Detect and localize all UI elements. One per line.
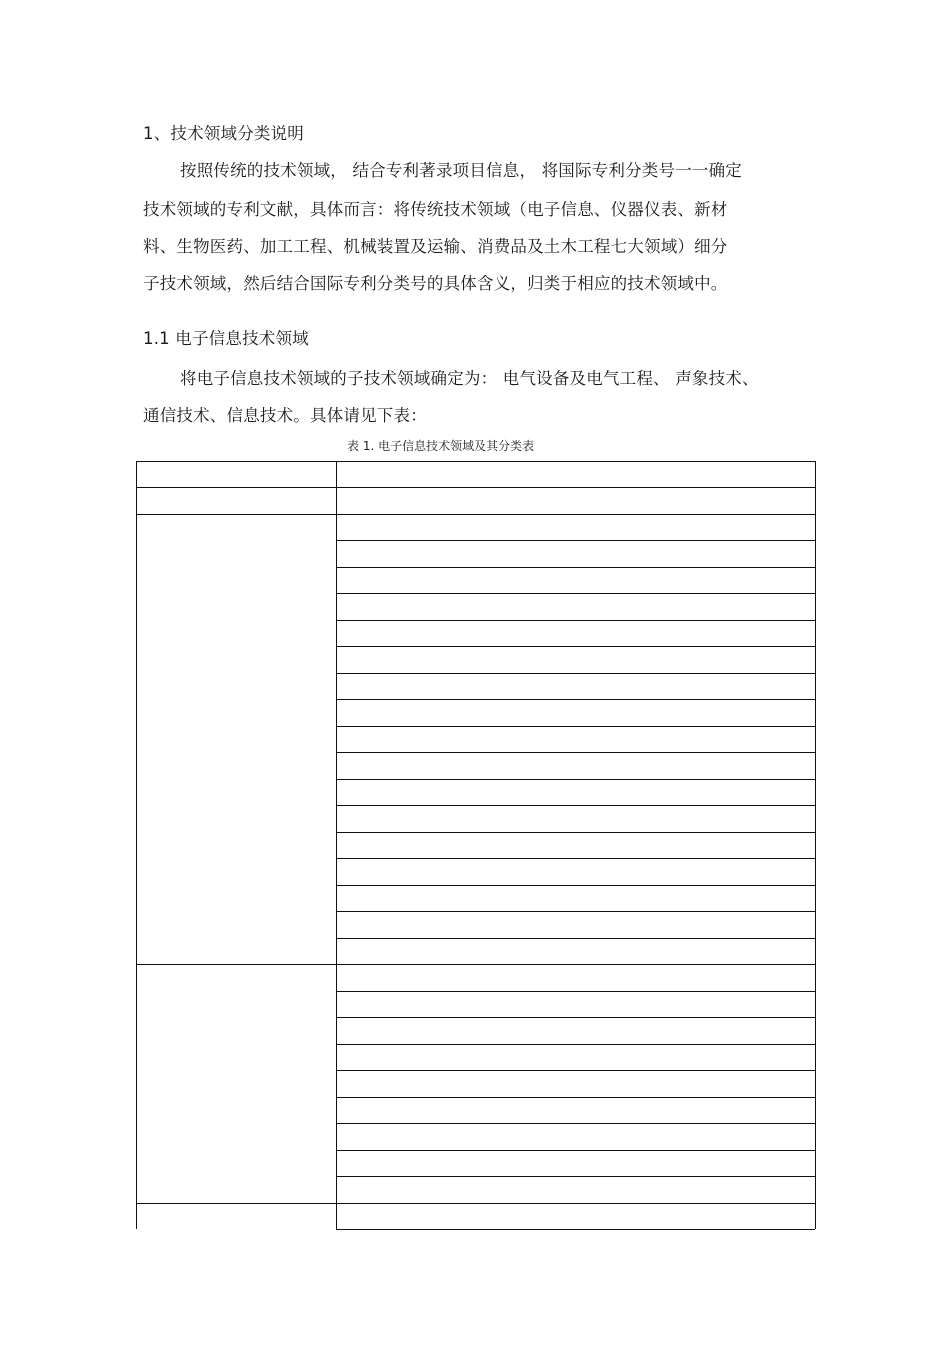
- table-row-line: [336, 673, 815, 674]
- table-row-line: [336, 779, 815, 780]
- table-row-line: [336, 1044, 815, 1045]
- paragraph-line: 按照传统的技术领域， 结合专利著录项目信息， 将国际专利分类号一一确定: [180, 161, 742, 180]
- paragraph-line: 料、生物医药、加工工程、机械装置及运输、消费品及土木工程七大领域）细分: [143, 237, 728, 256]
- table-row-line: [336, 567, 815, 568]
- paragraph-line: 子技术领域，然后结合国际专利分类号的具体含义，归类于相应的技术领域中。: [143, 274, 728, 293]
- table-row-line: [336, 752, 815, 753]
- table-row-line: [336, 1017, 815, 1018]
- table-caption: 表 1. 电子信息技术领域及其分类表: [347, 439, 535, 453]
- table-row-line: [336, 1097, 815, 1098]
- table-row-line: [336, 991, 815, 992]
- table-border-top: [136, 461, 815, 462]
- table-row-line: [336, 938, 815, 939]
- table-row-line: [336, 1123, 815, 1124]
- subsection-heading: 1.1 电子信息技术领域: [143, 329, 309, 348]
- paragraph-line: 技术领域的专利文献，具体而言：将传统技术领域（电子信息、仪器仪表、新材: [143, 200, 728, 219]
- table-row-line: [336, 1150, 815, 1151]
- table-row-line: [336, 1229, 815, 1230]
- table-row-line: [336, 540, 815, 541]
- table-row-line: [336, 1176, 815, 1177]
- table-row-line: [336, 1203, 815, 1204]
- table-row-line: [336, 885, 815, 886]
- table-row-line: [336, 699, 815, 700]
- table-row-line: [336, 911, 815, 912]
- table-row-line: [336, 858, 815, 859]
- table-column-divider: [336, 461, 337, 1229]
- table-row-line: [336, 646, 815, 647]
- table-row-line: [336, 1070, 815, 1071]
- table-row-line: [336, 487, 815, 488]
- table-row-line: [336, 514, 815, 515]
- paragraph-line: 将电子信息技术领域的子技术领域确定为： 电气设备及电气工程、 声象技术、: [180, 369, 759, 388]
- table-group-line: [136, 487, 336, 488]
- classification-table: [136, 461, 815, 1229]
- table-group-line: [136, 1203, 336, 1204]
- table-row-line: [336, 726, 815, 727]
- table-border-right: [815, 461, 816, 1229]
- table-row-line: [336, 832, 815, 833]
- table-row-line: [336, 620, 815, 621]
- table-row-line: [336, 805, 815, 806]
- paragraph-line: 通信技术、信息技术。具体请见下表：: [143, 406, 427, 425]
- table-row-line: [336, 964, 815, 965]
- table-border-left: [136, 461, 137, 1229]
- table-group-line: [136, 514, 336, 515]
- table-group-line: [136, 964, 336, 965]
- table-row-line: [336, 593, 815, 594]
- section-heading: 1、技术领域分类说明: [143, 124, 304, 143]
